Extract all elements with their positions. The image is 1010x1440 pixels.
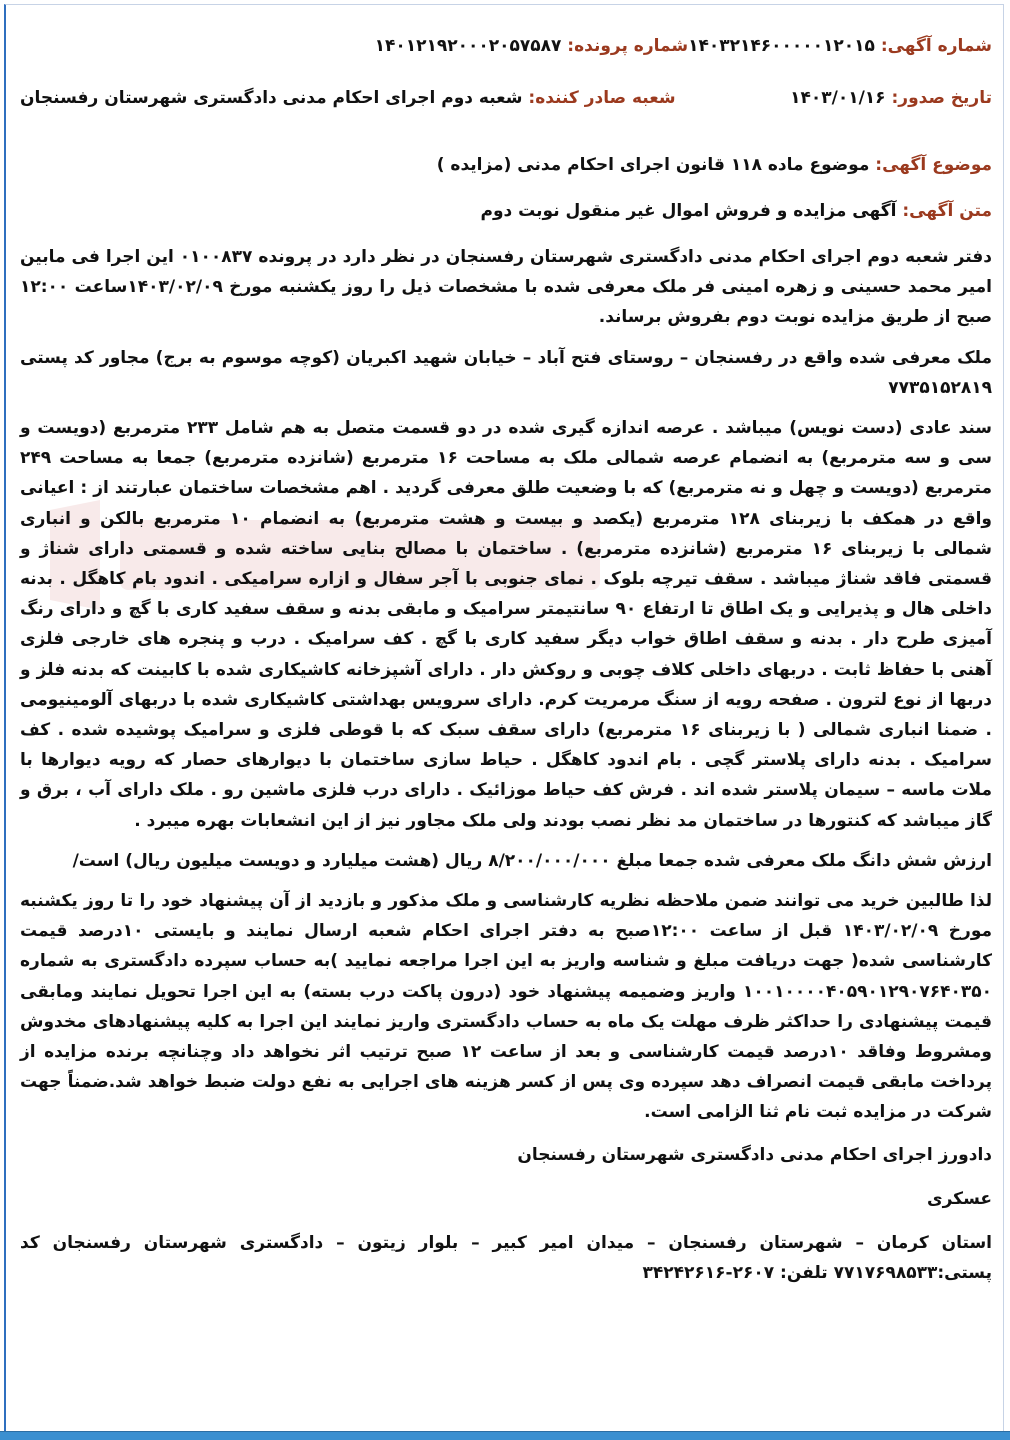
issue-date bbox=[790, 88, 992, 108]
text-title: آگهی مزایده و فروش اموال غیر منقول نوبت دوم bbox=[480, 201, 897, 221]
notice-meta bbox=[20, 150, 992, 242]
case-number-label: شماره پرونده: bbox=[567, 36, 689, 56]
notice-number bbox=[688, 36, 992, 56]
notice-number-label: شماره آگهی: bbox=[880, 36, 992, 56]
paragraph-terms: لذا طالبین خرید می توانند ضمن ملاحظه نظریه کارشناسی و ملک مذکور و بازدید از آن پیشنهاد خود را تا روز یکشنبه مورخ ۱۴۰۳/۰۲/۰۹ قبل از ساعت ۱۲:۰۰صبح به دفتر اجرای احکام شعبه ارسال نمایند و بایستی ۱۰درصد قیمت کارشناسی شده( جهت دریافت مبلغ و شناسه واریز به این اجرا مراجعه نمایید )به حساب سپرده دادگستری به شماره ۱۰۰۱۰۰۰۰۴۰۵۹۰۱۲۹۰۷۶۴۰۳۵۰ واریز وضمیمه پیشنهاد خود (درون پاکت درب بسته) به این اجرا تحویل نمایند ومابقی قیمت پیشنهادی را حداکثر ظرف مهلت یک ماه به حساب دادگستری واریز نمایند این اجرا به کلیه پیشنهادهای مخدوش ومشروط وفاقد ۱۰درصد قیمت کارشناسی و بعد از ساعت ۱۲ صبح ترتیب اثر نخواهد داد وچنانچه برنده مزایده از پرداخت مابقی قیمت انصراف دهد سپرده وی پس از کسر هزینه های اجرایی به نفع دولت ضبط خواهد شد.ضمناً جهت شرکت در مزایده ثبت نام ثنا الزامی است. bbox=[20, 891, 993, 1123]
case-number-value: ۱۴۰۱۲۱۹۲۰۰۰۲۰۵۷۵۸۷ bbox=[374, 36, 562, 56]
issue-date-value: ۱۴۰۳/۰۱/۱۶ bbox=[790, 88, 886, 108]
header-row-1 bbox=[20, 36, 992, 88]
paragraph-value: ارزش شش دانگ ملک معرفی شده جمعا مبلغ ۸/۲۰۰/۰۰۰/۰۰۰ ریال (هشت میلیارد و دویست میلیون ریال) است/ bbox=[72, 850, 992, 871]
subject-value: موضوع ماده ۱۱۸ قانون اجرای احکام مدنی (مزایده ) bbox=[436, 155, 870, 175]
notice-document bbox=[20, 36, 992, 1298]
paragraph-intro: دفتر شعبه دوم اجرای احکام مدنی دادگستری شهرستان رفسنجان در نظر دارد در پرونده ۰۱۰۰۸۳۷ این اجرا فی مابین امیر محمد حسینی و زهره امینی فر ملک معرفی شده با مشخصات ذیل را روز یکشنبه مورخ ۱۴۰۳/۰۲/۰۹ساعت ۱۲:۰۰ صبح از طریق مزایده نوبت دوم بفروش برساند. bbox=[20, 247, 992, 328]
signature-title: دادورز اجرای احکام مدنی دادگستری شهرستان رفسنجان bbox=[517, 1144, 992, 1165]
address: استان کرمان – شهرستان رفسنجان – میدان امیر کبیر – بلوار زیتون – دادگستری شهرستان رفسنجان کد پستی:۷۷۱۷۶۹۸۵۳۳ تلفن: ۲۶۰۷-۳۴۲۴۲۶۱۶ bbox=[20, 1232, 992, 1283]
issuer-label: شعبه صادر کننده: bbox=[528, 88, 676, 108]
subject-label: موضوع آگهی: bbox=[875, 155, 992, 175]
case-number bbox=[375, 36, 689, 56]
issue-date-label: تاریخ صدور: bbox=[891, 88, 992, 108]
signature-block bbox=[20, 1140, 992, 1214]
bottom-bar bbox=[0, 1431, 1010, 1440]
text-line bbox=[20, 196, 992, 242]
text-label: متن آگهی: bbox=[902, 201, 992, 221]
header-row-2 bbox=[20, 88, 992, 140]
notice-number-value: ۱۴۰۳۲۱۴۶۰۰۰۰۰۱۲۰۱۵ bbox=[688, 36, 875, 56]
paragraph-location: ملک معرفی شده واقع در رفسنجان – روستای فتح آباد – خیابان شهید اکبریان (کوچه موسوم به برج) مجاور کد پستی ۷۷۳۵۱۵۲۸۱۹ bbox=[20, 347, 992, 398]
issuer bbox=[20, 88, 676, 108]
signature-name: عسکری bbox=[927, 1188, 992, 1209]
paragraph-description: سند عادی (دست نویس) میباشد . عرصه اندازه گیری شده در دو قسمت متصل به هم شامل ۲۳۳ مترمربع (دویست و سی و سه مترمربع) به انضمام عرصه شمالی ملک به مساحت ۱۶ مترمربع (شانزده مترمربع) جمعا به مساحت ۲۴۹ مترمربع (دویست و چهل و نه مترمربع) که با وضعیت طلق معرفی گردید . اهم مشخصات ساختمان عبارتند از : اعیانی واقع در همکف با زیربنای ۱۲۸ مترمربع (یکصد و بیست و هشت مترمربع) به انضمام ۱۰ مترمربع بالکن و انباری شمالی با زیربنای ۱۶ مترمربع (شانزده مترمربع) . ساختمان با مصالح بنایی ساخته شده و قسمتی دارای شناژ و قسمتی فاقد شناژ میباشد . سقف تیرچه بلوک . نمای جنوبی با آجر سفال و ازاره سرامیکی . اندود بام کاهگل . بدنه داخلی هال و پذیرایی و یک اطاق تا ارتفاع ۹۰ سانتیمتر سرامیک و مابقی بدنه و سقف سفید کاری با گچ و دارای رنگ آمیزی طرح دار . بدنه و سقف اطاق خواب دیگر سفید کاری با گچ . کف سرامیک . درب و پنجره های خارجی فلزی آهنی با حفاظ ثابت . دربهای داخلی کلاف چوبی و روکش دار . دارای آشپزخانه کاشیکاری شده با کابینت که بدنه فلز و دربها از نوع لترون . صفحه رویه از سنگ مرمریت کرم. دارای سرویس بهداشتی کاشیکاری شده با دربهای آلومینیومی . ضمنا انباری شمالی ( با زیربنای ۱۶ مترمربع) دارای سقف سبک که با قوطی فلزی و سرامیک پوشیده شده . کف سرامیک . بدنه دارای پلاستر گچی . بام اندود کاهگل . حیاط سازی ساختمان با دیوارهای حصار که رویه دیوارها با ملات ماسه – سیمان پلاستر شده اند . فرش کف حیاط موزائیک . دارای درب فلزی ماشین رو . ملک دارای آب ، برق و گاز میباشد که کنتورها در ساختمان مد نظر نصب بودند ولی ملک مجاور نیز از این انشعابات بهره میبرد . bbox=[20, 418, 992, 831]
subject-line bbox=[20, 150, 992, 196]
issuer-value: شعبه دوم اجرای احکام مدنی دادگستری شهرستان رفسنجان bbox=[20, 88, 523, 108]
